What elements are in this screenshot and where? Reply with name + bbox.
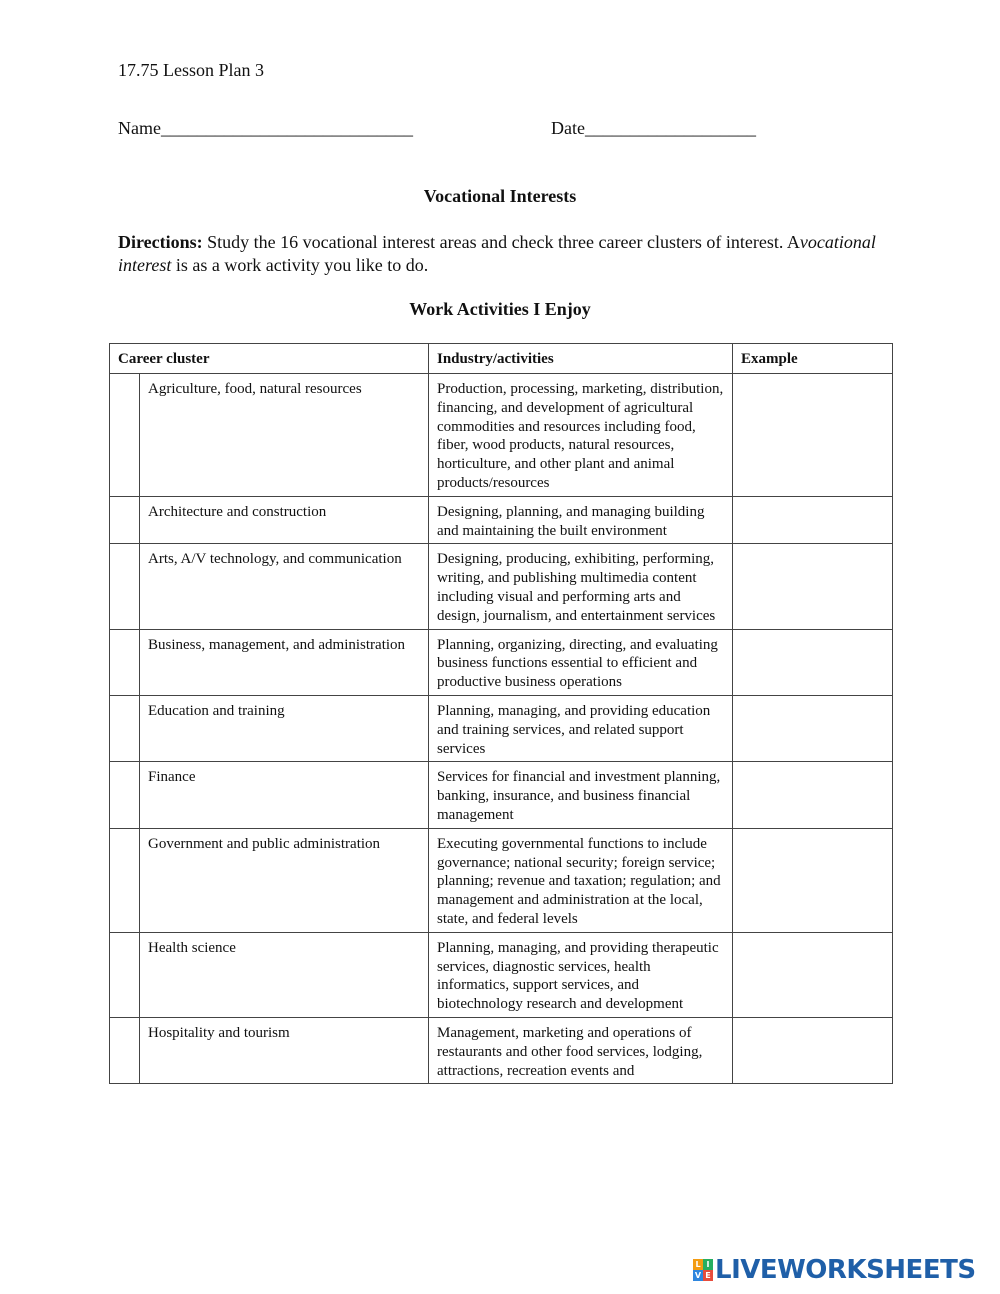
table-row <box>110 629 893 695</box>
date-field[interactable]: Date___________________ <box>551 118 756 138</box>
logo-mark-letter: L <box>693 1259 703 1270</box>
table-row <box>110 932 893 1017</box>
industry-activities-cell: Planning, managing, and providing therapeutic services, diagnostic services, health informatics, support services, and biotechnology research and development <box>429 932 733 1017</box>
example-cell[interactable] <box>733 374 893 497</box>
table-row <box>110 544 893 629</box>
work-activities-table <box>109 343 893 1084</box>
logo-mark-icon <box>693 1259 713 1281</box>
logo-text: LIVEWORKSHEETS <box>715 1255 976 1285</box>
header-career-cluster: Career cluster <box>110 344 429 374</box>
career-cluster-cell: Hospitality and tourism <box>140 1017 429 1083</box>
career-cluster-cell: Business, management, and administration <box>140 629 429 695</box>
industry-activities-cell: Management, marketing and operations of restaurants and other food services, lodging, attractions, recreation events and <box>429 1017 733 1083</box>
logo-mark-letter: I <box>703 1259 713 1270</box>
table-row <box>110 496 893 544</box>
example-cell[interactable] <box>733 1017 893 1083</box>
row-checkbox[interactable] <box>110 828 140 932</box>
directions-label: Directions: <box>118 232 203 252</box>
table-title: Work Activities I Enjoy <box>409 299 591 319</box>
industry-activities-cell: Services for financial and investment planning, banking, insurance, and business financial management <box>429 762 733 828</box>
career-cluster-cell: Arts, A/V technology, and communication <box>140 544 429 629</box>
page-title: Vocational Interests <box>423 186 577 206</box>
industry-activities-cell: Planning, organizing, directing, and evaluating business functions essential to efficient and productive business operations <box>429 629 733 695</box>
example-cell[interactable] <box>733 828 893 932</box>
logo-mark-letter: E <box>703 1270 713 1281</box>
career-cluster-cell: Architecture and construction <box>140 496 429 544</box>
row-checkbox[interactable] <box>110 762 140 828</box>
table-header-row <box>110 344 893 374</box>
row-checkbox[interactable] <box>110 496 140 544</box>
table-row <box>110 695 893 761</box>
example-cell[interactable] <box>733 544 893 629</box>
directions <box>118 231 888 277</box>
header-industry-activities: Industry/activities <box>429 344 733 374</box>
career-cluster-cell: Agriculture, food, natural resources <box>140 374 429 497</box>
industry-activities-cell: Production, processing, marketing, distribution, financing, and development of agricultural commodities and resources including food, fiber, wood products, natural resources, horticulture, and other plant and animal products/resources <box>429 374 733 497</box>
career-cluster-cell: Government and public administration <box>140 828 429 932</box>
row-checkbox[interactable] <box>110 932 140 1017</box>
liveworksheets-logo <box>693 1255 976 1285</box>
career-cluster-cell: Finance <box>140 762 429 828</box>
example-cell[interactable] <box>733 496 893 544</box>
example-cell[interactable] <box>733 629 893 695</box>
example-cell[interactable] <box>733 762 893 828</box>
name-field[interactable]: Name____________________________ <box>118 118 413 138</box>
career-cluster-cell: Education and training <box>140 695 429 761</box>
table-row <box>110 828 893 932</box>
header-example: Example <box>733 344 893 374</box>
industry-activities-cell: Designing, producing, exhibiting, performing, writing, and publishing multimedia content including visual and performing arts and design, journalism, and entertainment services <box>429 544 733 629</box>
row-checkbox[interactable] <box>110 629 140 695</box>
table-row <box>110 762 893 828</box>
table-row <box>110 374 893 497</box>
row-checkbox[interactable] <box>110 695 140 761</box>
directions-italic: vocational interest <box>118 232 876 275</box>
row-checkbox[interactable] <box>110 374 140 497</box>
industry-activities-cell: Executing governmental functions to include governance; national security; foreign service; planning; revenue and taxation; regulation; and management and administration at the local, state, and federal levels <box>429 828 733 932</box>
career-cluster-cell: Health science <box>140 932 429 1017</box>
table-row <box>110 1017 893 1083</box>
example-cell[interactable] <box>733 695 893 761</box>
row-checkbox[interactable] <box>110 1017 140 1083</box>
industry-activities-cell: Planning, managing, and providing education and training services, and related support services <box>429 695 733 761</box>
example-cell[interactable] <box>733 932 893 1017</box>
lesson-plan-label: 17.75 Lesson Plan 3 <box>118 60 264 80</box>
row-checkbox[interactable] <box>110 544 140 629</box>
industry-activities-cell: Designing, planning, and managing building and maintaining the built environment <box>429 496 733 544</box>
directions-text-2: is as a work activity you like to do. <box>171 255 429 275</box>
directions-text-1: Study the 16 vocational interest areas and check three career clusters of interest. A <box>202 232 800 252</box>
logo-mark-letter: V <box>694 1271 702 1280</box>
